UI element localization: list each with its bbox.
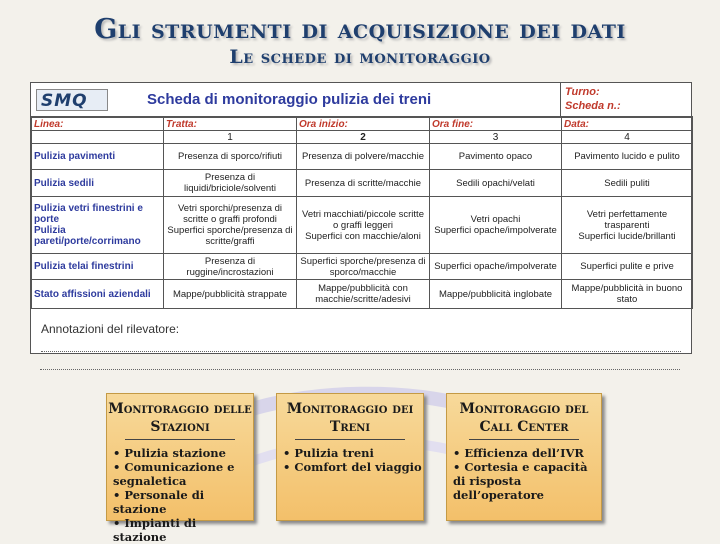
field-tratta: Tratta:	[164, 118, 297, 131]
table-cell: Mappe/pubblicità inglobate	[430, 280, 562, 309]
table-cell: Vetri opachi Superfici opache/impolverate	[430, 197, 562, 254]
table-row	[32, 144, 693, 170]
table-cell: Vetri perfettamente trasparenti Superfici lucide/brillanti	[562, 197, 693, 254]
table-cell: Superfici sporche/presenza di sporco/macchie	[297, 254, 430, 280]
annotation-line	[40, 369, 680, 370]
table-row	[32, 280, 693, 309]
table-cell: Superfici pulite e prive	[562, 254, 693, 280]
slide-title: Gli strumenti di acquisizione dei dati	[94, 14, 626, 45]
table-row	[32, 170, 693, 197]
list-item: • Personale di stazione	[113, 488, 253, 516]
scale-4: 4	[562, 131, 693, 144]
slide-subtitle: Le schede di monitoraggio	[229, 46, 491, 68]
smq-logo: SMQ	[36, 89, 108, 111]
shift-info	[561, 83, 693, 117]
trains-box	[276, 393, 424, 521]
row-label: Pulizia telai finestrini	[32, 254, 164, 280]
scheda-label: Scheda n.:	[565, 100, 621, 112]
annotation-label: Annotazioni del rilevatore:	[41, 322, 180, 336]
form-grid	[31, 117, 693, 309]
header-fields-row	[32, 118, 693, 131]
box-title: Monitoraggio dei Treni	[286, 401, 414, 435]
list-item: • Pulizia stazione	[113, 446, 253, 460]
list-item: • Efficienza dell’IVR	[453, 446, 601, 460]
turno-label: Turno:	[565, 86, 600, 98]
table-cell: Vetri sporchi/presenza di scritte o graffi profondi Superfici sporche/presenza di scritte/graffi	[164, 197, 297, 254]
table-cell: Pavimento opaco	[430, 144, 562, 170]
stations-box	[106, 393, 254, 544]
scale-2: 2	[297, 131, 430, 144]
table-cell: Sedili puliti	[562, 170, 693, 197]
table-cell: Presenza di sporco/rifiuti	[164, 144, 297, 170]
list-item: • Comunicazione e segnaletica	[113, 460, 253, 488]
table-cell: Presenza di ruggine/incrostazioni	[164, 254, 297, 280]
box-title: Monitoraggio del Call Center	[459, 401, 589, 435]
field-ora-inizio: Ora inizio:	[297, 118, 430, 131]
table-cell: Mappe/pubblicità in buono stato	[562, 280, 693, 309]
scale-1: 1	[164, 131, 297, 144]
table-row	[32, 197, 693, 254]
table-cell: Mappe/pubblicità strappate	[164, 280, 297, 309]
list-item: • Pulizia treni	[283, 446, 423, 460]
table-cell: Presenza di scritte/macchie	[297, 170, 430, 197]
table-cell: Superfici opache/impolverate	[430, 254, 562, 280]
field-ora-fine: Ora fine:	[430, 118, 562, 131]
annotation-line	[41, 351, 681, 352]
field-linea: Linea:	[32, 118, 164, 131]
row-label: Pulizia sedili	[32, 170, 164, 197]
table-row	[32, 254, 693, 280]
monitoring-form	[30, 82, 692, 354]
table-cell: Pavimento lucido e pulito	[562, 144, 693, 170]
scale-3: 3	[430, 131, 562, 144]
list-item: • Impianti di stazione	[113, 516, 253, 544]
table-cell: Mappe/pubblicità con macchie/scritte/adesivi	[297, 280, 430, 309]
list-item: • Cortesia e capacità di risposta dell’operatore	[453, 460, 601, 502]
row-label: Pulizia vetri finestrini e porte Pulizia pareti/porte/corrimano	[32, 197, 164, 254]
form-title: Scheda di monitoraggio pulizia dei treni	[147, 91, 432, 108]
row-label: Pulizia pavimenti	[32, 144, 164, 170]
table-cell: Vetri macchiati/piccole scritte o graffi leggeri Superfici con macchie/aloni	[297, 197, 430, 254]
scale-row	[32, 131, 693, 144]
field-data: Data:	[562, 118, 693, 131]
box-list	[277, 446, 423, 474]
list-item: • Comfort del viaggio	[283, 460, 423, 474]
call-center-box	[446, 393, 602, 521]
row-label: Stato affissioni aziendali	[32, 280, 164, 309]
box-list	[107, 446, 253, 544]
table-cell: Presenza di liquidi/briciole/solventi	[164, 170, 297, 197]
table-cell: Sedili opachi/velati	[430, 170, 562, 197]
form-header	[31, 83, 561, 117]
box-list	[447, 446, 601, 502]
table-cell: Presenza di polvere/macchie	[297, 144, 430, 170]
box-title: Monitoraggio delle Stazioni	[108, 401, 252, 435]
